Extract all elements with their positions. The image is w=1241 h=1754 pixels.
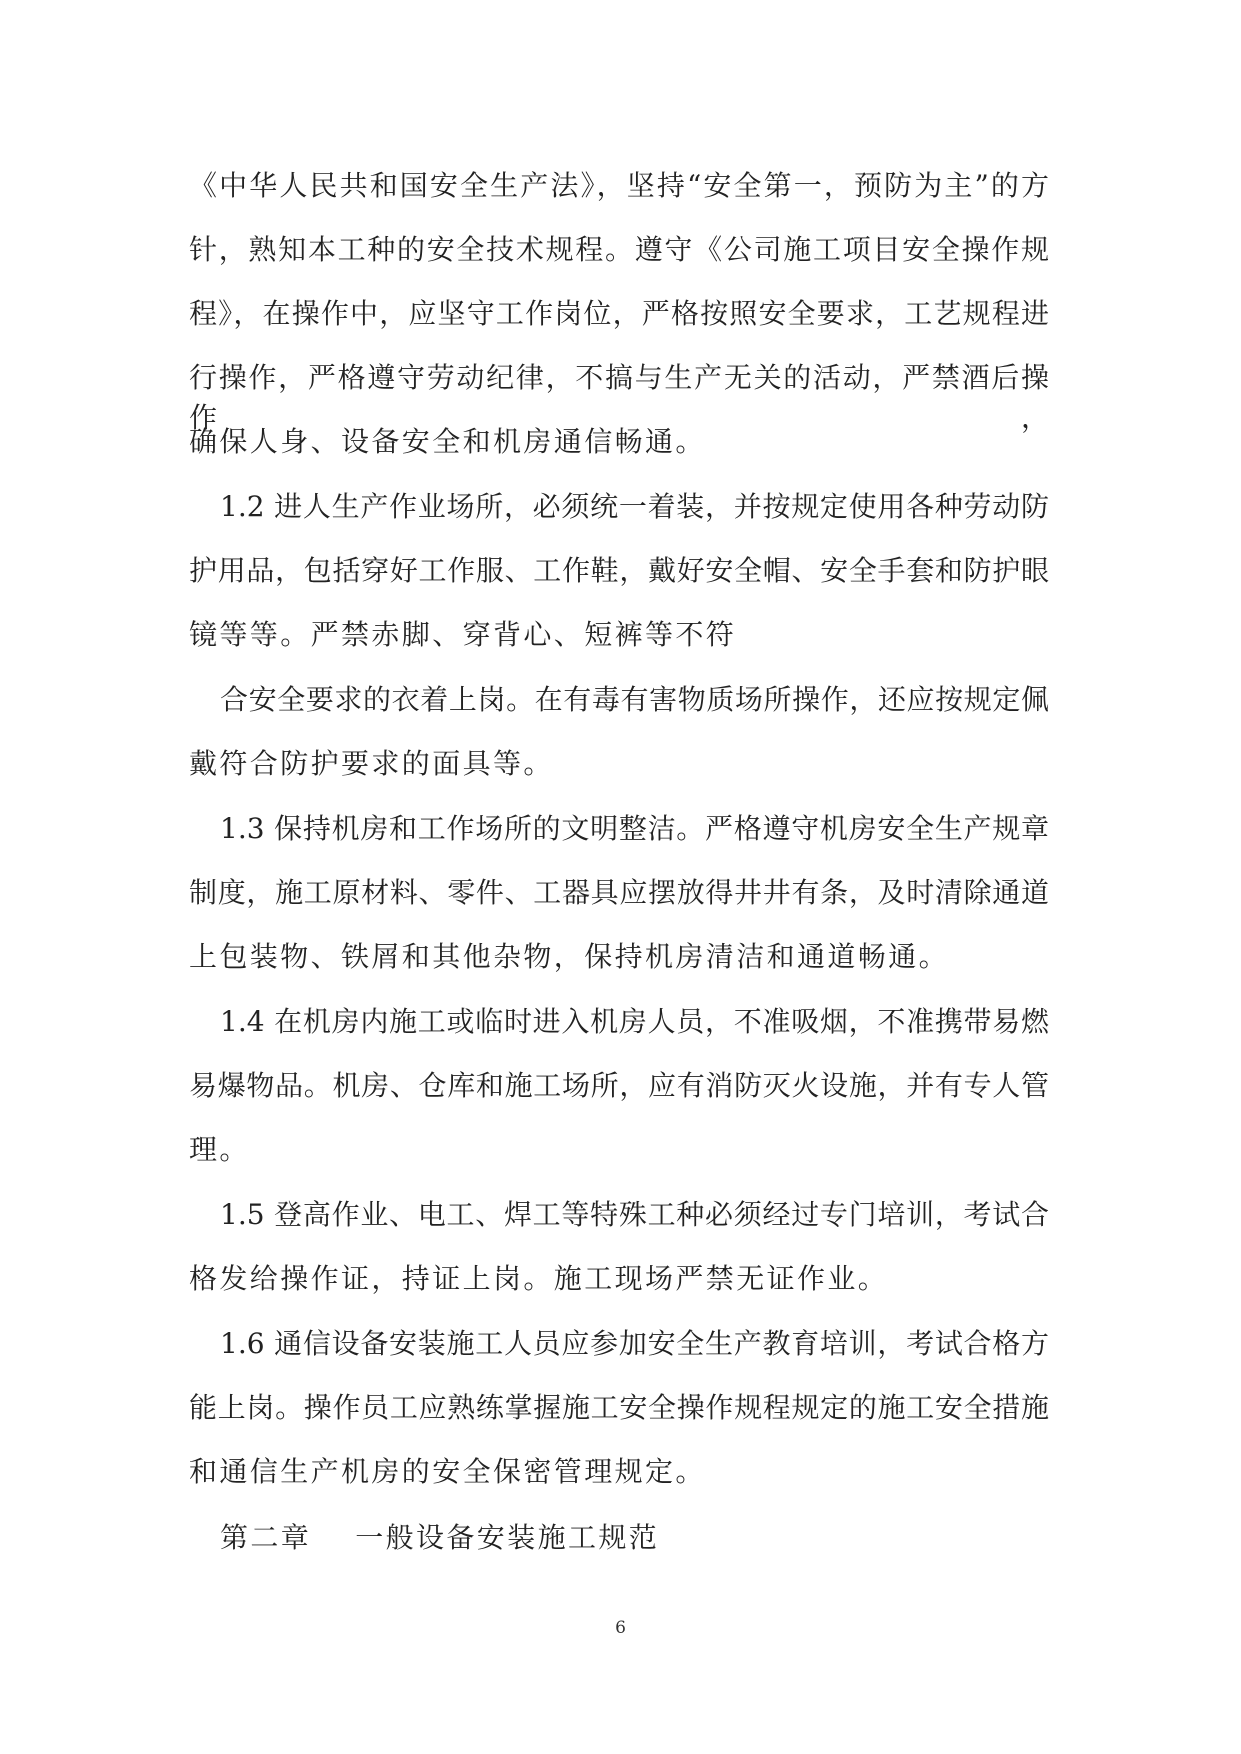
body-text-line: 行操作，严格遵守劳动纪律，不搞与生产无关的活动，严禁酒后操作， xyxy=(189,361,1049,434)
body-text-line: 易爆物品。机房、仓库和施工场所，应有消防灭火设施，并有专人管 xyxy=(189,1069,1049,1102)
body-text-line: 上包装物、铁屑和其他杂物，保持机房清洁和通道畅通。 xyxy=(189,940,950,973)
body-text-line: 理。 xyxy=(189,1133,250,1166)
body-text-line: 合安全要求的衣着上岗。在有毒有害物质场所操作，还应按规定佩 xyxy=(220,683,1049,716)
chapter-title: 一般设备安装施工规范 xyxy=(355,1521,660,1554)
page-number: 6 xyxy=(615,1618,626,1638)
body-text-line: 确保人身、设备安全和机房通信畅通。 xyxy=(189,425,706,458)
body-text-line: 和通信生产机房的安全保密管理规定。 xyxy=(189,1455,706,1488)
body-text-line: 程》，在操作中，应坚守工作岗位，严格按照安全要求，工艺规程进 xyxy=(189,297,1049,330)
body-text-line: 《中华人民共和国安全生产法》，坚持“安全第一，预防为主”的方 xyxy=(189,169,1049,202)
body-text-line: 镜等等。严禁赤脚、穿背心、短裤等不符 xyxy=(189,618,737,651)
clause-1-6-line: 1.6 通信设备安装施工人员应参加安全生产教育培训，考试合格方 xyxy=(220,1327,1049,1360)
body-text-line: 针，熟知本工种的安全技术规程。遵守《公司施工项目安全操作规 xyxy=(189,233,1049,266)
body-text-line: 制度，施工原材料、零件、工器具应摆放得井井有条，及时清除通道 xyxy=(189,876,1049,909)
body-text-line: 格发给操作证，持证上岗。施工现场严禁无证作业。 xyxy=(189,1262,889,1295)
clause-1-4-line: 1.4 在机房内施工或临时进入机房人员，不准吸烟，不准携带易燃 xyxy=(220,1005,1049,1038)
body-text-line: 能上岗。操作员工应熟练掌握施工安全操作规程规定的施工安全措施 xyxy=(189,1391,1049,1424)
body-text-line: 护用品，包括穿好工作服、工作鞋，戴好安全帽、安全手套和防护眼 xyxy=(189,554,1049,587)
body-text-line: 戴符合防护要求的面具等。 xyxy=(189,747,554,780)
clause-1-3-line: 1.3 保持机房和工作场所的文明整洁。严格遵守机房安全生产规章 xyxy=(220,812,1049,845)
clause-1-2-line: 1.2 进人生产作业场所，必须统一着装，并按规定使用各种劳动防 xyxy=(220,490,1049,523)
clause-1-5-line: 1.5 登高作业、电工、焊工等特殊工种必须经过专门培训，考试合 xyxy=(220,1198,1049,1231)
chapter-heading xyxy=(220,1518,659,1558)
chapter-number: 第二章 xyxy=(220,1521,312,1554)
